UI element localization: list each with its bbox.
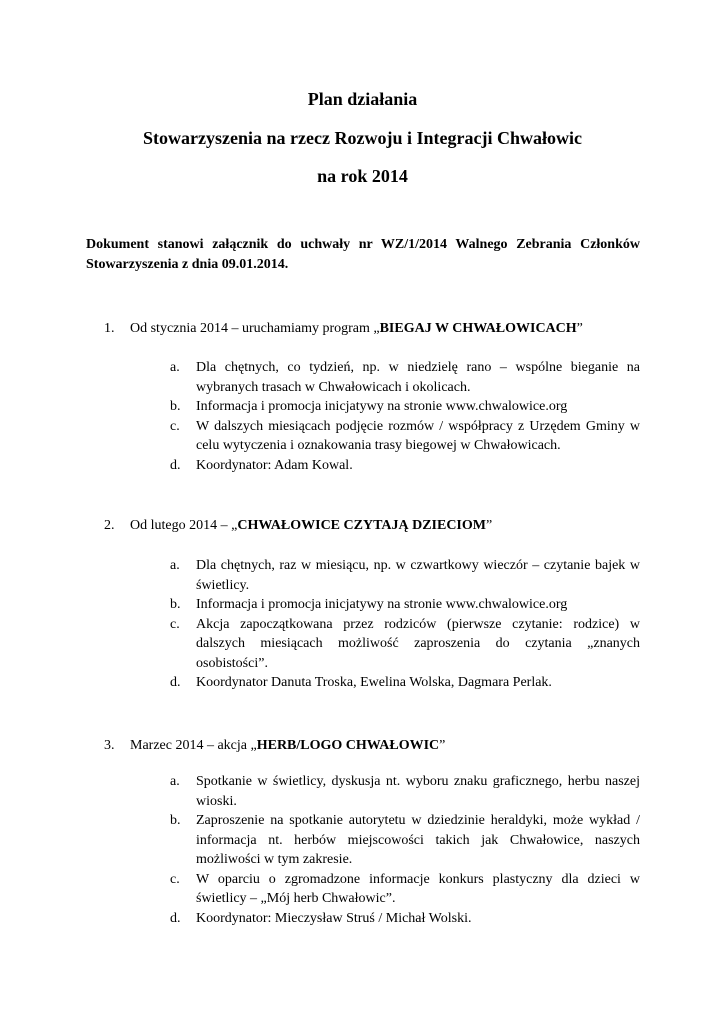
list-letter: b. [170, 597, 181, 612]
list-item [170, 456, 640, 476]
list-item [170, 909, 640, 929]
intro-paragraph: Dokument stanowi załącznik do uchwały nr WZ/1/2014 Walnego Zebrania Członków Stowarzyszenia z dnia 09.01.2014. [86, 237, 640, 272]
list-item [170, 358, 640, 397]
list-text: Zaproszenie na spotkanie autorytetu w dziedzinie heraldyki, może wykład / informacja nt. herbów miejscowości takich jak Chwałowice, naszych możliwości w tym zakresie. [196, 813, 640, 867]
plan-item-1-details [170, 358, 640, 475]
list-text: Akcja zapoczątkowana przez rodziców (pierwsze czytanie: rodzice) w dalszych miesiącach możliwość zaproszenia do czytania „znanych osobistości”. [196, 616, 640, 671]
list-text: W oparciu o zgromadzone informacje konkurs plastyczny dla dzieci w świetlicy – „Mój herb Chwałowic”. [196, 871, 640, 906]
list-text: Dla chętnych, co tydzień, np. w niedzielę rano – wspólne bieganie na wybranych trasach w Chwałowicach i okolicach. [196, 360, 640, 395]
list-letter: a. [170, 558, 180, 573]
list-letter: a. [170, 360, 180, 375]
item-suffix: ” [486, 518, 493, 533]
list-item [170, 397, 640, 417]
item-suffix: ” [439, 738, 446, 753]
list-item [170, 870, 640, 909]
item-prefix: Od lutego 2014 – „ [130, 518, 238, 533]
list-text: Spotkanie w świetlicy, dyskusja nt. wyboru znaku graficznego, herbu naszej wioski. [196, 774, 640, 809]
list-item [170, 811, 640, 870]
list-letter: b. [170, 813, 181, 828]
list-letter: a. [170, 774, 180, 789]
list-text: Koordynator Danuta Troska, Ewelina Wolska, Dagmara Perlak. [196, 675, 552, 690]
list-item [170, 673, 640, 693]
item-program-name: CHWAŁOWICE CZYTAJĄ DZIECIOM [237, 518, 486, 533]
list-letter: d. [170, 910, 181, 926]
organization-name: Stowarzyszenia na rzecz Rozwoju i Integracji Chwałowic [143, 128, 582, 148]
item-number: 1. [104, 321, 115, 336]
list-item [170, 556, 640, 595]
document-title: Plan działania [307, 89, 418, 109]
plan-item-1-heading [104, 319, 644, 339]
item-program-name: HERB/LOGO CHWAŁOWIC [256, 738, 440, 753]
list-item [170, 772, 640, 811]
plan-year: na rok 2014 [317, 166, 408, 186]
item-prefix: Od stycznia 2014 – uruchamiamy program „ [130, 321, 380, 336]
plan-item-3-details [170, 772, 640, 928]
item-number: 2. [104, 518, 115, 533]
item-suffix: ” [576, 321, 583, 336]
list-letter: d. [170, 457, 181, 473]
item-prefix: Marzec 2014 – akcja „ [130, 738, 257, 753]
list-item [170, 615, 640, 674]
list-letter: c. [170, 871, 180, 887]
list-item [170, 595, 640, 615]
item-program-name: BIEGAJ W CHWAŁOWICACH [379, 321, 577, 336]
list-text: Dla chętnych, raz w miesiącu, np. w czwartkowy wieczór – czytanie bajek w świetlicy. [196, 558, 640, 593]
plan-item-3-heading [104, 736, 644, 756]
item-number: 3. [104, 738, 115, 753]
list-letter: d. [170, 675, 181, 690]
list-text: Koordynator: Adam Kowal. [196, 457, 353, 473]
list-text: Koordynator: Mieczysław Struś / Michał Wolski. [196, 910, 472, 926]
list-letter: c. [170, 616, 180, 632]
list-text: W dalszych miesiącach podjęcie rozmów / współpracy z Urzędem Gminy w celu wytyczenia i oznakowania trasy biegowej w Chwałowicach. [196, 418, 640, 453]
plan-item-2-heading [104, 516, 644, 536]
list-letter: c. [170, 418, 180, 434]
plan-item-2-details [170, 556, 640, 693]
list-item [170, 417, 640, 456]
list-text: Informacja i promocja inicjatywy na stronie www.chwalowice.org [196, 399, 568, 414]
list-text: Informacja i promocja inicjatywy na stronie www.chwalowice.org [196, 597, 568, 612]
list-letter: b. [170, 399, 181, 414]
